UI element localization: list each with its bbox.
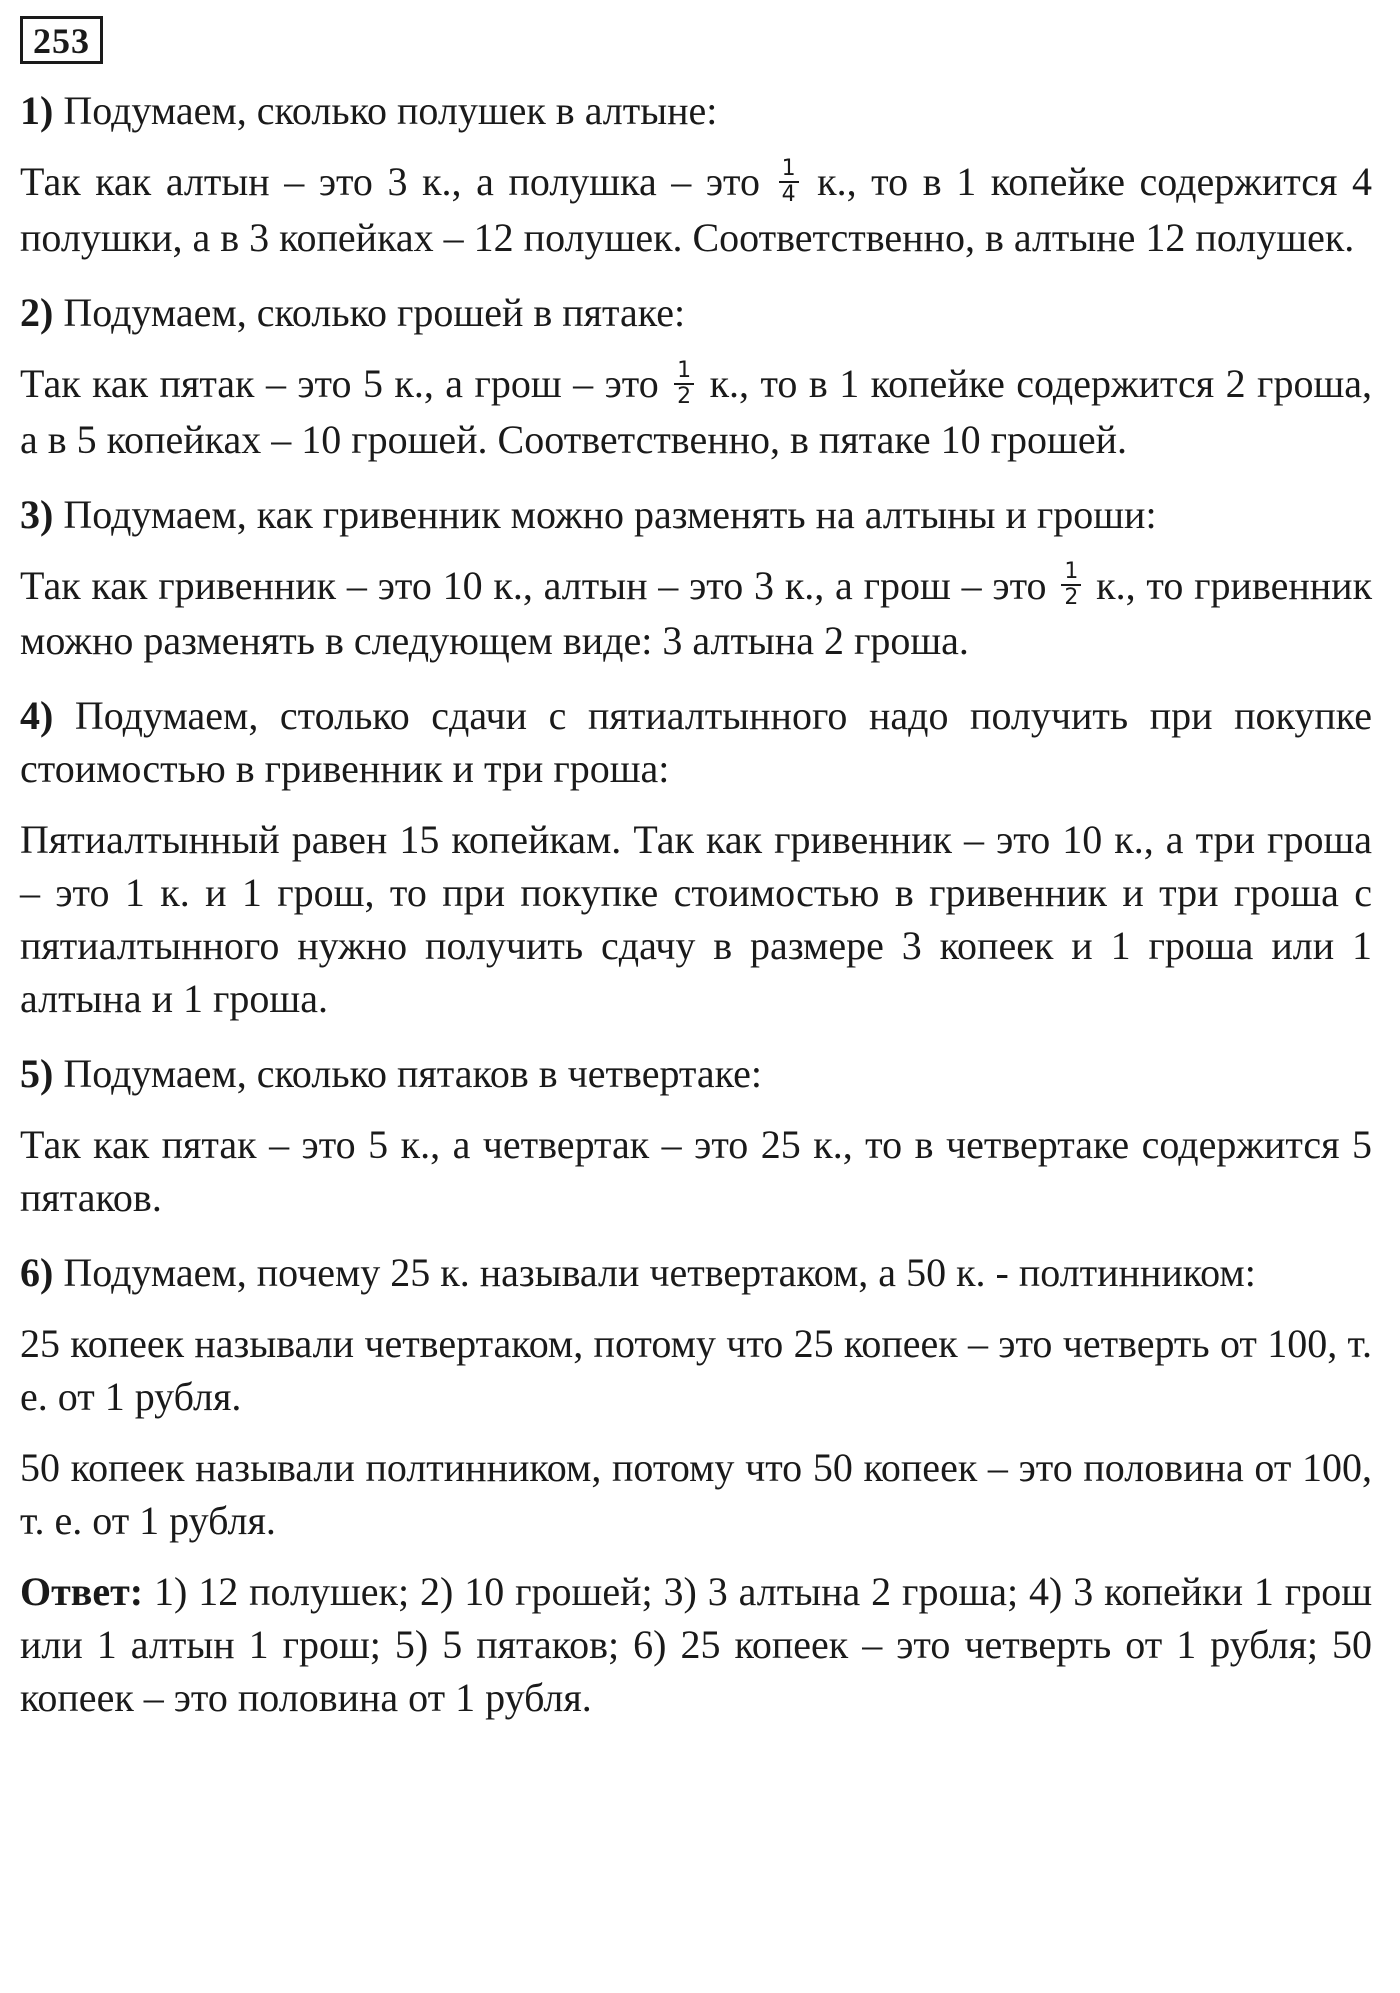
section-6-question-text: Подумаем, почему 25 к. называли четвертаком, а 50 к. - полтинником:: [53, 1250, 1256, 1296]
section-3-answer-end: к., то гривенник можно разменять в следующем виде: 3 алтына 2 гроша.: [20, 562, 1373, 664]
section-5-question: [20, 1047, 1372, 1100]
fraction-one-half: $\frac{1}{2}$: [1061, 560, 1081, 610]
section-1-question-text: Подумаем, сколько полушек в алтыне:: [53, 88, 718, 133]
section-2-question: [20, 286, 1372, 339]
solution-page: [20, 16, 1372, 1724]
section-4-question: [20, 689, 1372, 795]
section-6-answer: 25 копеек называли четвертаком, потому что 25 копеек – это четверть от 100, т. е. от 1 рубля.: [20, 1321, 1372, 1420]
section-2-answer-end: к., то в 1 копейке содержится 2 гроша, а в 5 копейках – 10 грошей. Соответственно, в пятаке 10 грошей.: [20, 360, 1372, 462]
section-5-answer: Так как пятак – это 5 к., а четвертак – это 25 к., то в четвертаке содержится 5 пятаков.: [20, 1122, 1372, 1221]
section-1-number: 1): [20, 88, 54, 133]
section-2-number: 2): [20, 289, 54, 335]
fraction-one-quarter: $\frac{1}{4}$: [779, 157, 799, 207]
section-3-question: [20, 488, 1372, 541]
final-answer: [20, 1565, 1372, 1724]
section-4-answer: Пятиалтынный равен 15 копейкам. Так как гривенник – это 10 к., а три гроша – это 1 к. и 1 грош, то при покупке стоимостью в гривенник и три гроша с пятиалтынного нужно получить сдачу в размере 3 копеек и 1 гроша или 1 алтына и 1 гроша.: [20, 817, 1372, 1022]
section-3-number: 3): [20, 491, 54, 537]
section-5-number: 5): [20, 1051, 54, 1097]
section-2-question-text: Подумаем, сколько грошей в пятаке:: [53, 289, 686, 335]
section-2-answer: [20, 357, 1372, 466]
final-answer-text: 1) 12 полушек; 2) 10 грошей; 3) 3 алтына 2 гроша; 4) 3 копейки 1 грош или 1 алтын 1 грош; 5) 5 пятаков; 6) 25 копеек – это четверть от 1 рубля; 50 копеек – это половина от 1 рубля.: [20, 1569, 1372, 1721]
section-1-answer: [20, 155, 1372, 264]
section-3-answer-start: Так как гривенник – это 10 к., алтын – это 3 к., а грош – это: [20, 562, 1058, 608]
section-4-number: 4): [20, 693, 54, 739]
fraction-one-half: $\frac{1}{2}$: [674, 359, 694, 409]
section-5-question-text: Подумаем, сколько пятаков в четвертаке:: [53, 1051, 762, 1097]
section-6-question: [20, 1246, 1372, 1299]
problem-number: 253: [20, 16, 103, 64]
section-4-question-text: Подумаем, столько сдачи с пятиалтынного надо получить при покупке стоимостью в гривенник и три гроша:: [20, 693, 1372, 792]
section-1-answer-start: Так как алтын – это 3 к., а полушка – это: [20, 159, 775, 204]
section-3-answer: [20, 559, 1372, 668]
section-2-answer-start: Так как пятак – это 5 к., а грош – это: [20, 360, 671, 406]
final-answer-label: Ответ:: [20, 1569, 144, 1615]
section-6-number: 6): [20, 1250, 54, 1296]
section-3-question-text: Подумаем, как гривенник можно разменять на алтыны и гроши:: [53, 491, 1157, 537]
section-1-answer-end: к., то в 1 копейке содержится 4 полушки, а в 3 копейках – 12 полушек. Соответственно, в алтыне 12 полушек.: [20, 159, 1372, 260]
section-1-question: [20, 84, 1372, 137]
section-6-answer-2: 50 копеек называли полтинником, потому что 50 копеек – это половина от 100, т. е. от 1 рубля.: [20, 1445, 1372, 1544]
